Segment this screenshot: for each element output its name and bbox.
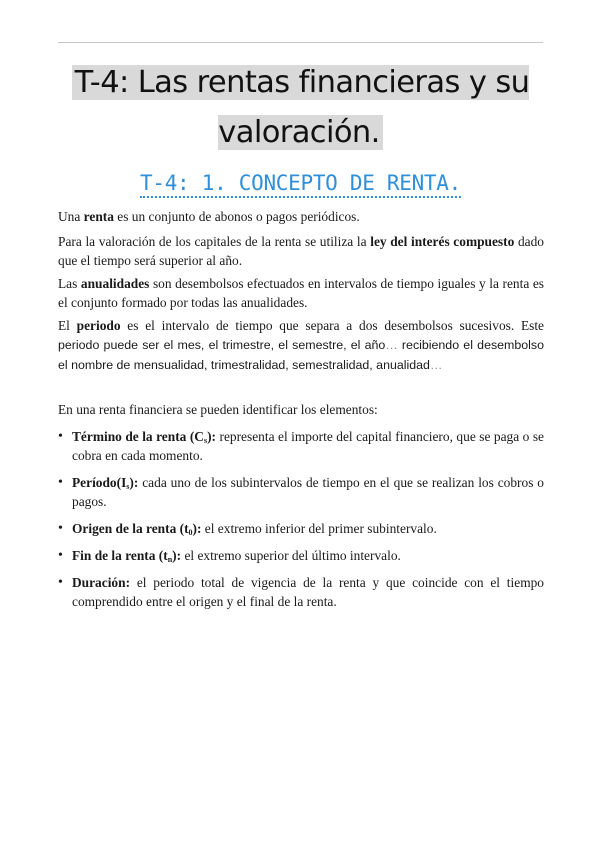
- paragraph-elementos-intro: En una renta financiera se pueden identificar los elementos:: [58, 402, 378, 417]
- text: periodo puede ser el mes, el trimestre, el semestre, el año: [58, 338, 386, 352]
- elements-list: [58, 427, 544, 619]
- term-text: Período(I: [72, 475, 127, 490]
- subscript: s: [203, 436, 208, 445]
- term-close: ):: [192, 521, 202, 536]
- term-periodo: periodo: [76, 318, 121, 333]
- subscript: n: [167, 555, 173, 564]
- page-title: [58, 58, 543, 158]
- item-text: el periodo total de vigencia de la renta y que coincide con el tiempo comprendido entre el origen y el final de la renta.: [72, 575, 544, 609]
- term-ley-interes: ley del interés compuesto: [370, 234, 515, 249]
- paragraph-renta: [58, 207, 544, 226]
- term-text: Origen de la renta (t: [72, 521, 189, 536]
- text: es un conjunto de abonos o pagos periódicos.: [113, 209, 360, 224]
- term-close: ):: [129, 475, 139, 490]
- item-text: cada uno de los subintervalos de tiempo en el que se realizan los cobros o pagos.: [72, 475, 544, 509]
- item-term: [72, 429, 216, 444]
- term-text: Término de la renta (C: [72, 429, 204, 444]
- header-rule: [58, 42, 543, 43]
- list-item: [58, 519, 544, 538]
- section-title: [58, 171, 543, 195]
- term-text: Duración:: [72, 575, 131, 590]
- list-item: [58, 473, 544, 511]
- item-term: [72, 521, 201, 536]
- list-item: [58, 573, 544, 611]
- page-title-text: T-4: Las rentas financieras y su valoración.: [72, 65, 530, 150]
- paragraph-periodo: [58, 316, 544, 375]
- ellipsis: …: [429, 358, 443, 372]
- item-text: el extremo inferior del primer subintervalo.: [201, 521, 437, 536]
- section-title-text: T-4: 1. CONCEPTO DE RENTA.: [140, 171, 461, 198]
- list-item: [58, 546, 544, 565]
- item-term: [72, 548, 181, 563]
- item-term: [72, 575, 130, 590]
- ellipsis: …: [385, 338, 398, 352]
- list-item: [58, 427, 544, 465]
- text: Para la valoración de los capitales de la renta se utiliza la: [58, 234, 371, 249]
- item-text: el extremo superior del último intervalo.: [181, 548, 401, 563]
- paragraph-valoracion: [58, 232, 544, 270]
- text: Una: [58, 209, 84, 224]
- subscript: s: [126, 482, 130, 491]
- text: son desembolsos efectuados en intervalos de tiempo iguales y la renta es el conjunto formado por todas las anualidades.: [58, 276, 544, 310]
- item-text: representa el importe del capital financiero, que se paga o se cobra en cada momento.: [72, 429, 544, 463]
- term-text: Fin de la renta (t: [72, 548, 168, 563]
- text: recibiendo el desembolso el nombre de mensualidad, trimestralidad, semestralidad, anualidad: [58, 338, 544, 372]
- text: dado que el tiempo será superior al año.: [58, 234, 544, 268]
- term-anualidades: anualidades: [80, 276, 150, 291]
- subscript: 0: [188, 528, 193, 537]
- text: Las: [58, 276, 81, 291]
- paragraph-anualidades: [58, 274, 544, 312]
- text: El: [58, 318, 77, 333]
- item-term: [72, 475, 138, 490]
- term-renta: renta: [83, 209, 114, 224]
- term-close: ):: [207, 429, 217, 444]
- text: es el intervalo de tiempo que separa a dos desembolsos sucesivos. Este: [120, 318, 545, 333]
- term-close: ):: [172, 548, 182, 563]
